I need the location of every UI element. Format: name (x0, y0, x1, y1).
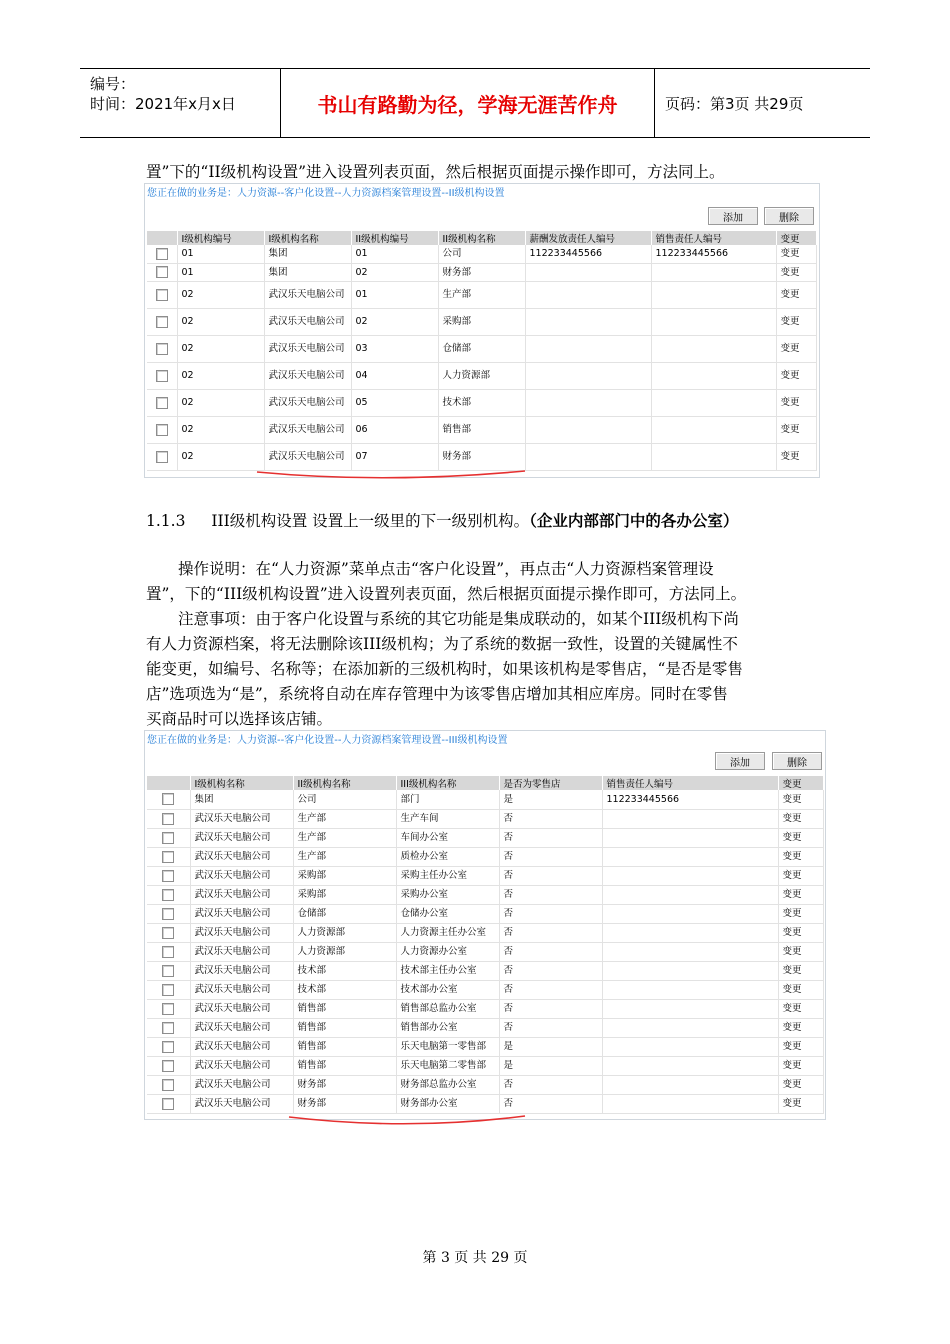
change-link[interactable]: 变更 (776, 245, 816, 263)
change-link[interactable]: 变更 (776, 416, 816, 443)
table-cell: 02 (177, 308, 264, 335)
red-underline-mark (255, 468, 535, 482)
table-cell: 05 (351, 389, 438, 416)
table-cell (602, 1018, 778, 1037)
change-link[interactable]: 变更 (778, 1075, 823, 1094)
row-checkbox-cell (147, 790, 190, 809)
row-checkbox[interactable] (162, 813, 174, 825)
table-cell: 01 (351, 281, 438, 308)
table-row (147, 245, 816, 263)
table-cell: 集团 (264, 263, 351, 281)
table-cell (602, 1094, 778, 1113)
table-cell: 销售部总监办公室 (396, 999, 499, 1018)
table-cell (651, 443, 776, 470)
table-cell: 06 (351, 416, 438, 443)
page-header (80, 68, 870, 138)
row-checkbox-cell (147, 1094, 190, 1113)
change-link[interactable]: 变更 (778, 809, 823, 828)
change-link[interactable]: 变更 (778, 885, 823, 904)
change-link[interactable]: 变更 (778, 847, 823, 866)
table-cell (651, 335, 776, 362)
table-cell: 否 (499, 961, 602, 980)
section-title-bold: （企业内部部门中的各办公室） (529, 511, 739, 530)
column-header (147, 231, 177, 245)
change-link[interactable]: 变更 (776, 335, 816, 362)
row-checkbox-cell (147, 847, 190, 866)
row-checkbox-cell (147, 263, 177, 281)
row-checkbox[interactable] (156, 424, 168, 436)
change-link[interactable]: 变更 (778, 1037, 823, 1056)
row-checkbox-cell (147, 999, 190, 1018)
table-cell: 武汉乐天电脑公司 (190, 1018, 293, 1037)
row-checkbox-cell (147, 1056, 190, 1075)
section-title: III级机构设置 设置上一级里的下一级别机构。 (211, 512, 530, 530)
table-cell: 否 (499, 809, 602, 828)
table-cell: 武汉乐天电脑公司 (264, 335, 351, 362)
table-cell (602, 866, 778, 885)
table-cell: 技术部 (293, 961, 396, 980)
row-checkbox-cell (147, 1018, 190, 1037)
table-row (147, 416, 816, 443)
row-checkbox[interactable] (162, 1022, 174, 1034)
screenshot-level2-org (144, 183, 820, 478)
table-row (147, 809, 823, 828)
change-link[interactable]: 变更 (776, 389, 816, 416)
row-checkbox[interactable] (162, 1079, 174, 1091)
change-link[interactable]: 变更 (776, 362, 816, 389)
table-cell (602, 809, 778, 828)
row-checkbox-cell (147, 942, 190, 961)
delete-button[interactable]: 删除 (764, 207, 814, 225)
column-header: 销售责任人编号 (602, 776, 778, 790)
note-line-1: 注意事项：由于客户化设置与系统的其它功能是集成联动的，如某个III级机构下尚 (178, 610, 739, 628)
table-cell (651, 263, 776, 281)
table-row (147, 1094, 823, 1113)
row-checkbox[interactable] (162, 946, 174, 958)
table-cell: 否 (499, 866, 602, 885)
table-row (147, 389, 816, 416)
table-cell (651, 281, 776, 308)
table-cell: 生产部 (293, 847, 396, 866)
table-cell: 武汉乐天电脑公司 (190, 885, 293, 904)
table-cell: 人力资源部 (293, 923, 396, 942)
column-header: I级机构编号 (177, 231, 264, 245)
row-checkbox-cell (147, 885, 190, 904)
table-cell: 07 (351, 443, 438, 470)
table-row (147, 362, 816, 389)
column-header: 变更 (776, 231, 816, 245)
row-checkbox-cell (147, 904, 190, 923)
table-row (147, 999, 823, 1018)
table-cell: 02 (351, 308, 438, 335)
table-cell: 仓储部 (438, 335, 525, 362)
table-cell: 公司 (293, 790, 396, 809)
table-cell: 否 (499, 885, 602, 904)
table-cell: 生产部 (438, 281, 525, 308)
change-link[interactable]: 变更 (778, 866, 823, 885)
table-cell: 武汉乐天电脑公司 (190, 809, 293, 828)
table-cell: 否 (499, 904, 602, 923)
add-button[interactable]: 添加 (708, 207, 758, 225)
table-cell (602, 961, 778, 980)
table-cell: 武汉乐天电脑公司 (190, 1056, 293, 1075)
row-checkbox-cell (147, 335, 177, 362)
level2-table (147, 231, 817, 471)
row-checkbox[interactable] (156, 289, 168, 301)
table-cell: 否 (499, 1018, 602, 1037)
table-cell: 武汉乐天电脑公司 (190, 999, 293, 1018)
table-row (147, 1075, 823, 1094)
table-cell: 01 (177, 245, 264, 263)
column-header: II级机构名称 (438, 231, 525, 245)
table-cell: 03 (351, 335, 438, 362)
table-cell: 02 (177, 443, 264, 470)
row-checkbox-cell (147, 389, 177, 416)
table-cell (602, 980, 778, 999)
row-checkbox[interactable] (156, 248, 168, 260)
table-cell (525, 308, 651, 335)
row-checkbox-cell (147, 281, 177, 308)
column-header: II级机构名称 (293, 776, 396, 790)
table-cell: 销售部 (293, 1056, 396, 1075)
row-checkbox[interactable] (162, 851, 174, 863)
breadcrumb: 您正在做的业务是：人力资源--客户化设置--人力资源档案管理设置--III级机构设置 (147, 735, 508, 746)
row-checkbox[interactable] (162, 1003, 174, 1015)
change-link[interactable]: 变更 (776, 443, 816, 470)
table-cell: 人力资源办公室 (396, 942, 499, 961)
table-cell: 销售部 (293, 1037, 396, 1056)
table-cell: 武汉乐天电脑公司 (190, 961, 293, 980)
row-checkbox-cell (147, 961, 190, 980)
header-info-cell (80, 69, 281, 137)
table-cell: 技术部 (293, 980, 396, 999)
table-cell: 武汉乐天电脑公司 (190, 1037, 293, 1056)
note-line-2: 有人力资源档案，将无法删除该III级机构；为了系统的数据一致性，设置的关键属性不 (146, 635, 738, 653)
table-cell: 02 (177, 362, 264, 389)
delete-button[interactable]: 删除 (772, 752, 822, 770)
table-cell: 是 (499, 790, 602, 809)
table-cell: 武汉乐天电脑公司 (190, 847, 293, 866)
table-cell: 技术部 (438, 389, 525, 416)
table-cell: 财务部 (438, 443, 525, 470)
change-link[interactable]: 变更 (778, 1018, 823, 1037)
row-checkbox[interactable] (162, 1060, 174, 1072)
table-cell: 02 (351, 263, 438, 281)
row-checkbox-cell (147, 362, 177, 389)
row-checkbox[interactable] (162, 1041, 174, 1053)
table-cell: 否 (499, 828, 602, 847)
table-cell: 质检办公室 (396, 847, 499, 866)
table-cell (602, 999, 778, 1018)
table-cell: 仓储办公室 (396, 904, 499, 923)
table-cell: 武汉乐天电脑公司 (190, 1075, 293, 1094)
table-cell: 01 (177, 263, 264, 281)
column-header: I级机构名称 (190, 776, 293, 790)
column-header: 变更 (778, 776, 823, 790)
table-cell: 人力资源部 (438, 362, 525, 389)
table-cell: 02 (177, 281, 264, 308)
table-cell: 武汉乐天电脑公司 (264, 443, 351, 470)
row-checkbox-cell (147, 245, 177, 263)
table-cell (525, 443, 651, 470)
table-cell (602, 1056, 778, 1075)
table-row (147, 923, 823, 942)
row-checkbox[interactable] (156, 316, 168, 328)
change-link[interactable]: 变更 (778, 828, 823, 847)
row-checkbox[interactable] (162, 870, 174, 882)
table-cell: 武汉乐天电脑公司 (264, 389, 351, 416)
table-cell: 112233445566 (651, 245, 776, 263)
table-cell: 集团 (190, 790, 293, 809)
table-cell: 生产部 (293, 828, 396, 847)
table-cell: 武汉乐天电脑公司 (264, 362, 351, 389)
table-cell: 否 (499, 923, 602, 942)
row-checkbox[interactable] (162, 889, 174, 901)
column-header: I级机构名称 (264, 231, 351, 245)
table-cell (602, 847, 778, 866)
table-cell: 车间办公室 (396, 828, 499, 847)
table-cell: 02 (177, 389, 264, 416)
row-checkbox[interactable] (156, 397, 168, 409)
row-checkbox[interactable] (162, 832, 174, 844)
row-checkbox-cell (147, 308, 177, 335)
row-checkbox-cell (147, 980, 190, 999)
breadcrumb: 您正在做的业务是：人力资源--客户化设置--人力资源档案管理设置--II级机构设置 (147, 188, 505, 199)
table-cell: 112233445566 (602, 790, 778, 809)
column-header: 薪酬发放责任人编号 (525, 231, 651, 245)
table-cell: 销售部 (293, 1018, 396, 1037)
table-cell: 采购部 (293, 885, 396, 904)
table-row (147, 961, 823, 980)
section-number: 1.1.3 (146, 512, 186, 530)
table-row (147, 866, 823, 885)
row-checkbox-cell (147, 923, 190, 942)
table-cell: 武汉乐天电脑公司 (190, 904, 293, 923)
row-checkbox-cell (147, 1075, 190, 1094)
change-link[interactable]: 变更 (778, 980, 823, 999)
table-cell (525, 389, 651, 416)
header-motto: 书山有路勤为径，学海无涯苦作舟 (281, 69, 655, 137)
row-checkbox[interactable] (162, 1098, 174, 1110)
screenshot-level3-org (144, 730, 826, 1120)
table-row (147, 885, 823, 904)
change-link[interactable]: 变更 (778, 923, 823, 942)
table-cell: 集团 (264, 245, 351, 263)
row-checkbox[interactable] (156, 370, 168, 382)
row-checkbox-cell (147, 1037, 190, 1056)
change-link[interactable]: 变更 (778, 942, 823, 961)
row-checkbox[interactable] (162, 965, 174, 977)
row-checkbox-cell (147, 866, 190, 885)
row-checkbox-cell (147, 828, 190, 847)
table-cell: 否 (499, 1094, 602, 1113)
header-page-label (665, 69, 870, 137)
table-cell: 02 (177, 335, 264, 362)
page-footer: 第 3 页 共 29 页 (422, 1250, 528, 1266)
row-checkbox[interactable] (156, 451, 168, 463)
row-checkbox-cell (147, 809, 190, 828)
table-row (147, 904, 823, 923)
table-cell (525, 416, 651, 443)
table-cell: 武汉乐天电脑公司 (264, 308, 351, 335)
change-link[interactable]: 变更 (778, 999, 823, 1018)
table-cell: 财务部办公室 (396, 1094, 499, 1113)
table-cell: 人力资源部 (293, 942, 396, 961)
change-link[interactable]: 变更 (778, 1094, 823, 1113)
table-row (147, 263, 816, 281)
table-cell: 采购部 (293, 866, 396, 885)
change-link[interactable]: 变更 (778, 1056, 823, 1075)
change-link[interactable]: 变更 (778, 904, 823, 923)
table-row (147, 1037, 823, 1056)
table-cell: 是 (499, 1056, 602, 1075)
table-cell: 乐天电脑第一零售部 (396, 1037, 499, 1056)
column-header: II级机构编号 (351, 231, 438, 245)
table-cell: 技术部主任办公室 (396, 961, 499, 980)
table-cell: 乐天电脑第二零售部 (396, 1056, 499, 1075)
column-header: 是否为零售店 (499, 776, 602, 790)
table-row (147, 790, 823, 809)
table-cell (602, 904, 778, 923)
table-cell: 采购办公室 (396, 885, 499, 904)
doc-number-label: 编号： (90, 75, 136, 93)
operation-line-2: 置”，下的“III级机构设置”进入设置列表页面，然后根据页面提示操作即可，方法同上。 (146, 585, 747, 603)
section-heading (146, 508, 738, 534)
column-header (147, 776, 190, 790)
note-line-5: 买商品时可以选择该店铺。 (146, 710, 333, 728)
table-cell: 01 (351, 245, 438, 263)
level3-table (147, 776, 824, 1114)
table-cell: 人力资源主任办公室 (396, 923, 499, 942)
table-cell: 财务部总监办公室 (396, 1075, 499, 1094)
table-cell (525, 281, 651, 308)
table-row (147, 1018, 823, 1037)
row-checkbox-cell (147, 416, 177, 443)
table-cell: 否 (499, 847, 602, 866)
table-cell (651, 416, 776, 443)
table-cell (602, 885, 778, 904)
column-header: III级机构名称 (396, 776, 499, 790)
table-cell: 财务部 (438, 263, 525, 281)
table-cell: 公司 (438, 245, 525, 263)
change-link[interactable]: 变更 (776, 263, 816, 281)
table-cell (651, 362, 776, 389)
table-cell: 否 (499, 942, 602, 961)
table-cell: 否 (499, 1075, 602, 1094)
add-button[interactable]: 添加 (715, 752, 765, 770)
table-row (147, 942, 823, 961)
table-row (147, 281, 816, 308)
row-checkbox[interactable] (156, 266, 168, 278)
table-cell: 采购部 (438, 308, 525, 335)
table-cell: 武汉乐天电脑公司 (190, 828, 293, 847)
table-cell: 武汉乐天电脑公司 (190, 866, 293, 885)
table-cell: 112233445566 (525, 245, 651, 263)
table-row (147, 308, 816, 335)
table-cell: 武汉乐天电脑公司 (190, 1094, 293, 1113)
table-row (147, 335, 816, 362)
table-cell: 销售部 (293, 999, 396, 1018)
table-cell: 采购主任办公室 (396, 866, 499, 885)
table-cell: 技术部办公室 (396, 980, 499, 999)
note-line-3: 能变更，如编号、名称等；在添加新的三级机构时，如果该机构是零售店，“是否是零售 (146, 660, 743, 678)
table-cell: 武汉乐天电脑公司 (264, 416, 351, 443)
table-row (147, 1056, 823, 1075)
table-cell (525, 335, 651, 362)
note-line-4: 店”选项选为“是”，系统将自动在库存管理中为该零售店增加其相应库房。同时在零售 (146, 685, 728, 703)
table-row (147, 980, 823, 999)
table-cell (651, 389, 776, 416)
operation-line-1: 操作说明：在“人力资源”菜单点击“客户化设置”，再点击“人力资源档案管理设 (178, 560, 714, 578)
table-cell (602, 828, 778, 847)
table-cell: 否 (499, 980, 602, 999)
red-underline-mark (287, 1113, 532, 1129)
table-cell (602, 923, 778, 942)
row-checkbox[interactable] (162, 908, 174, 920)
table-cell: 销售部 (438, 416, 525, 443)
row-checkbox-cell (147, 443, 177, 470)
table-cell: 生产车间 (396, 809, 499, 828)
table-cell (602, 942, 778, 961)
table-cell (651, 308, 776, 335)
table-cell: 是 (499, 1037, 602, 1056)
row-checkbox[interactable] (156, 343, 168, 355)
table-cell: 04 (351, 362, 438, 389)
table-cell: 武汉乐天电脑公司 (190, 923, 293, 942)
table-cell: 销售部办公室 (396, 1018, 499, 1037)
paragraph-top: 置”下的“II级机构设置”进入设置列表页面，然后根据页面提示操作即可，方法同上。 (146, 163, 725, 181)
table-cell: 武汉乐天电脑公司 (264, 281, 351, 308)
change-link[interactable]: 变更 (776, 308, 816, 335)
table-cell: 武汉乐天电脑公司 (190, 942, 293, 961)
change-link[interactable]: 变更 (778, 961, 823, 980)
table-cell (602, 1037, 778, 1056)
table-cell (525, 263, 651, 281)
table-row (147, 443, 816, 470)
change-link[interactable]: 变更 (776, 281, 816, 308)
table-cell: 否 (499, 999, 602, 1018)
row-checkbox[interactable] (162, 793, 174, 805)
table-row (147, 828, 823, 847)
row-checkbox[interactable] (162, 927, 174, 939)
table-cell: 财务部 (293, 1094, 396, 1113)
table-cell: 财务部 (293, 1075, 396, 1094)
table-cell: 02 (177, 416, 264, 443)
table-cell (525, 362, 651, 389)
doc-date-label: 时间：2021年x月x日 (90, 95, 236, 113)
row-checkbox[interactable] (162, 984, 174, 996)
change-link[interactable]: 变更 (778, 790, 823, 809)
table-cell: 武汉乐天电脑公司 (190, 980, 293, 999)
table-cell (602, 1075, 778, 1094)
table-cell: 部门 (396, 790, 499, 809)
column-header: 销售责任人编号 (651, 231, 776, 245)
page-label-text: 页码：第3页 共29页 (665, 94, 804, 113)
table-cell: 仓储部 (293, 904, 396, 923)
table-row (147, 847, 823, 866)
table-cell: 生产部 (293, 809, 396, 828)
